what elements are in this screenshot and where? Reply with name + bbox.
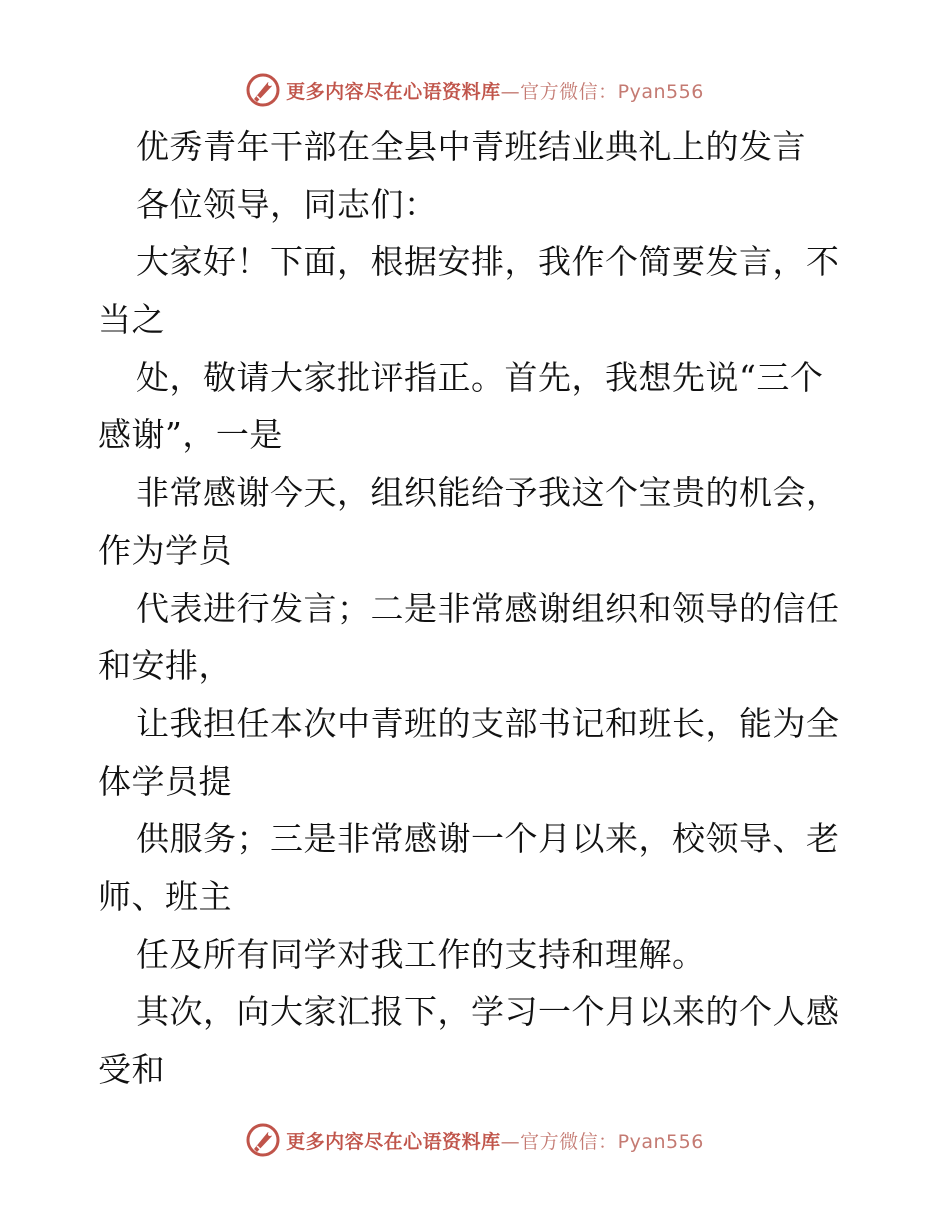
paragraph-line: 代表进行发言；二是非常感谢组织和领导的信任 [136, 588, 840, 628]
paragraph-line: 和安排， [98, 646, 232, 686]
header-banner [0, 70, 950, 110]
pen-nib-logo-icon [246, 73, 280, 107]
paragraph-line: 供服务；三是非常感谢一个月以来，校领导、老 [136, 819, 840, 859]
header-wechat-text: 官方微信：Pyan556 [520, 80, 704, 103]
header-banner-inner [246, 73, 704, 107]
paragraph-line: 任及所有同学对我工作的支持和理解。 [136, 934, 706, 974]
header-dash: — [500, 80, 521, 103]
footer-banner-text [286, 1127, 704, 1154]
paragraph-line: 感谢”，一是 [98, 415, 283, 455]
document-body [98, 118, 858, 1099]
footer-banner [0, 1120, 950, 1160]
header-banner-text [286, 77, 704, 104]
paragraph-line: 其次，向大家汇报下，学习一个月以来的个人感 [136, 992, 840, 1032]
salutation: 各位领导，同志们： [136, 184, 438, 224]
paragraph-line: 大家好！下面，根据安排，我作个简要发言，不 [136, 242, 840, 282]
pen-nib-logo-icon [246, 1123, 280, 1157]
paragraph-line: 处，敬请大家批评指正。首先，我想先说“三个 [136, 357, 824, 397]
paragraph-line: 师、班主 [98, 876, 232, 916]
footer-banner-inner [246, 1123, 704, 1157]
header-brand-text: 更多内容尽在心语资料库 [286, 80, 501, 103]
paragraph-line: 非常感谢今天，组织能给予我这个宝贵的机会， [136, 473, 840, 513]
footer-brand-text: 更多内容尽在心语资料库 [286, 1130, 501, 1153]
paragraph-line: 作为学员 [98, 530, 232, 570]
paragraph-line: 受和 [98, 1050, 165, 1089]
paragraph-line: 让我担任本次中青班的支部书记和班长，能为全 [136, 703, 840, 743]
paragraph-line: 当之 [98, 300, 165, 340]
footer-wechat-text: 官方微信：Pyan556 [520, 1130, 704, 1153]
paragraph-line: 体学员提 [98, 761, 232, 801]
footer-dash: — [500, 1130, 521, 1153]
document-title: 优秀青年干部在全县中青班结业典礼上的发言 [136, 127, 806, 166]
